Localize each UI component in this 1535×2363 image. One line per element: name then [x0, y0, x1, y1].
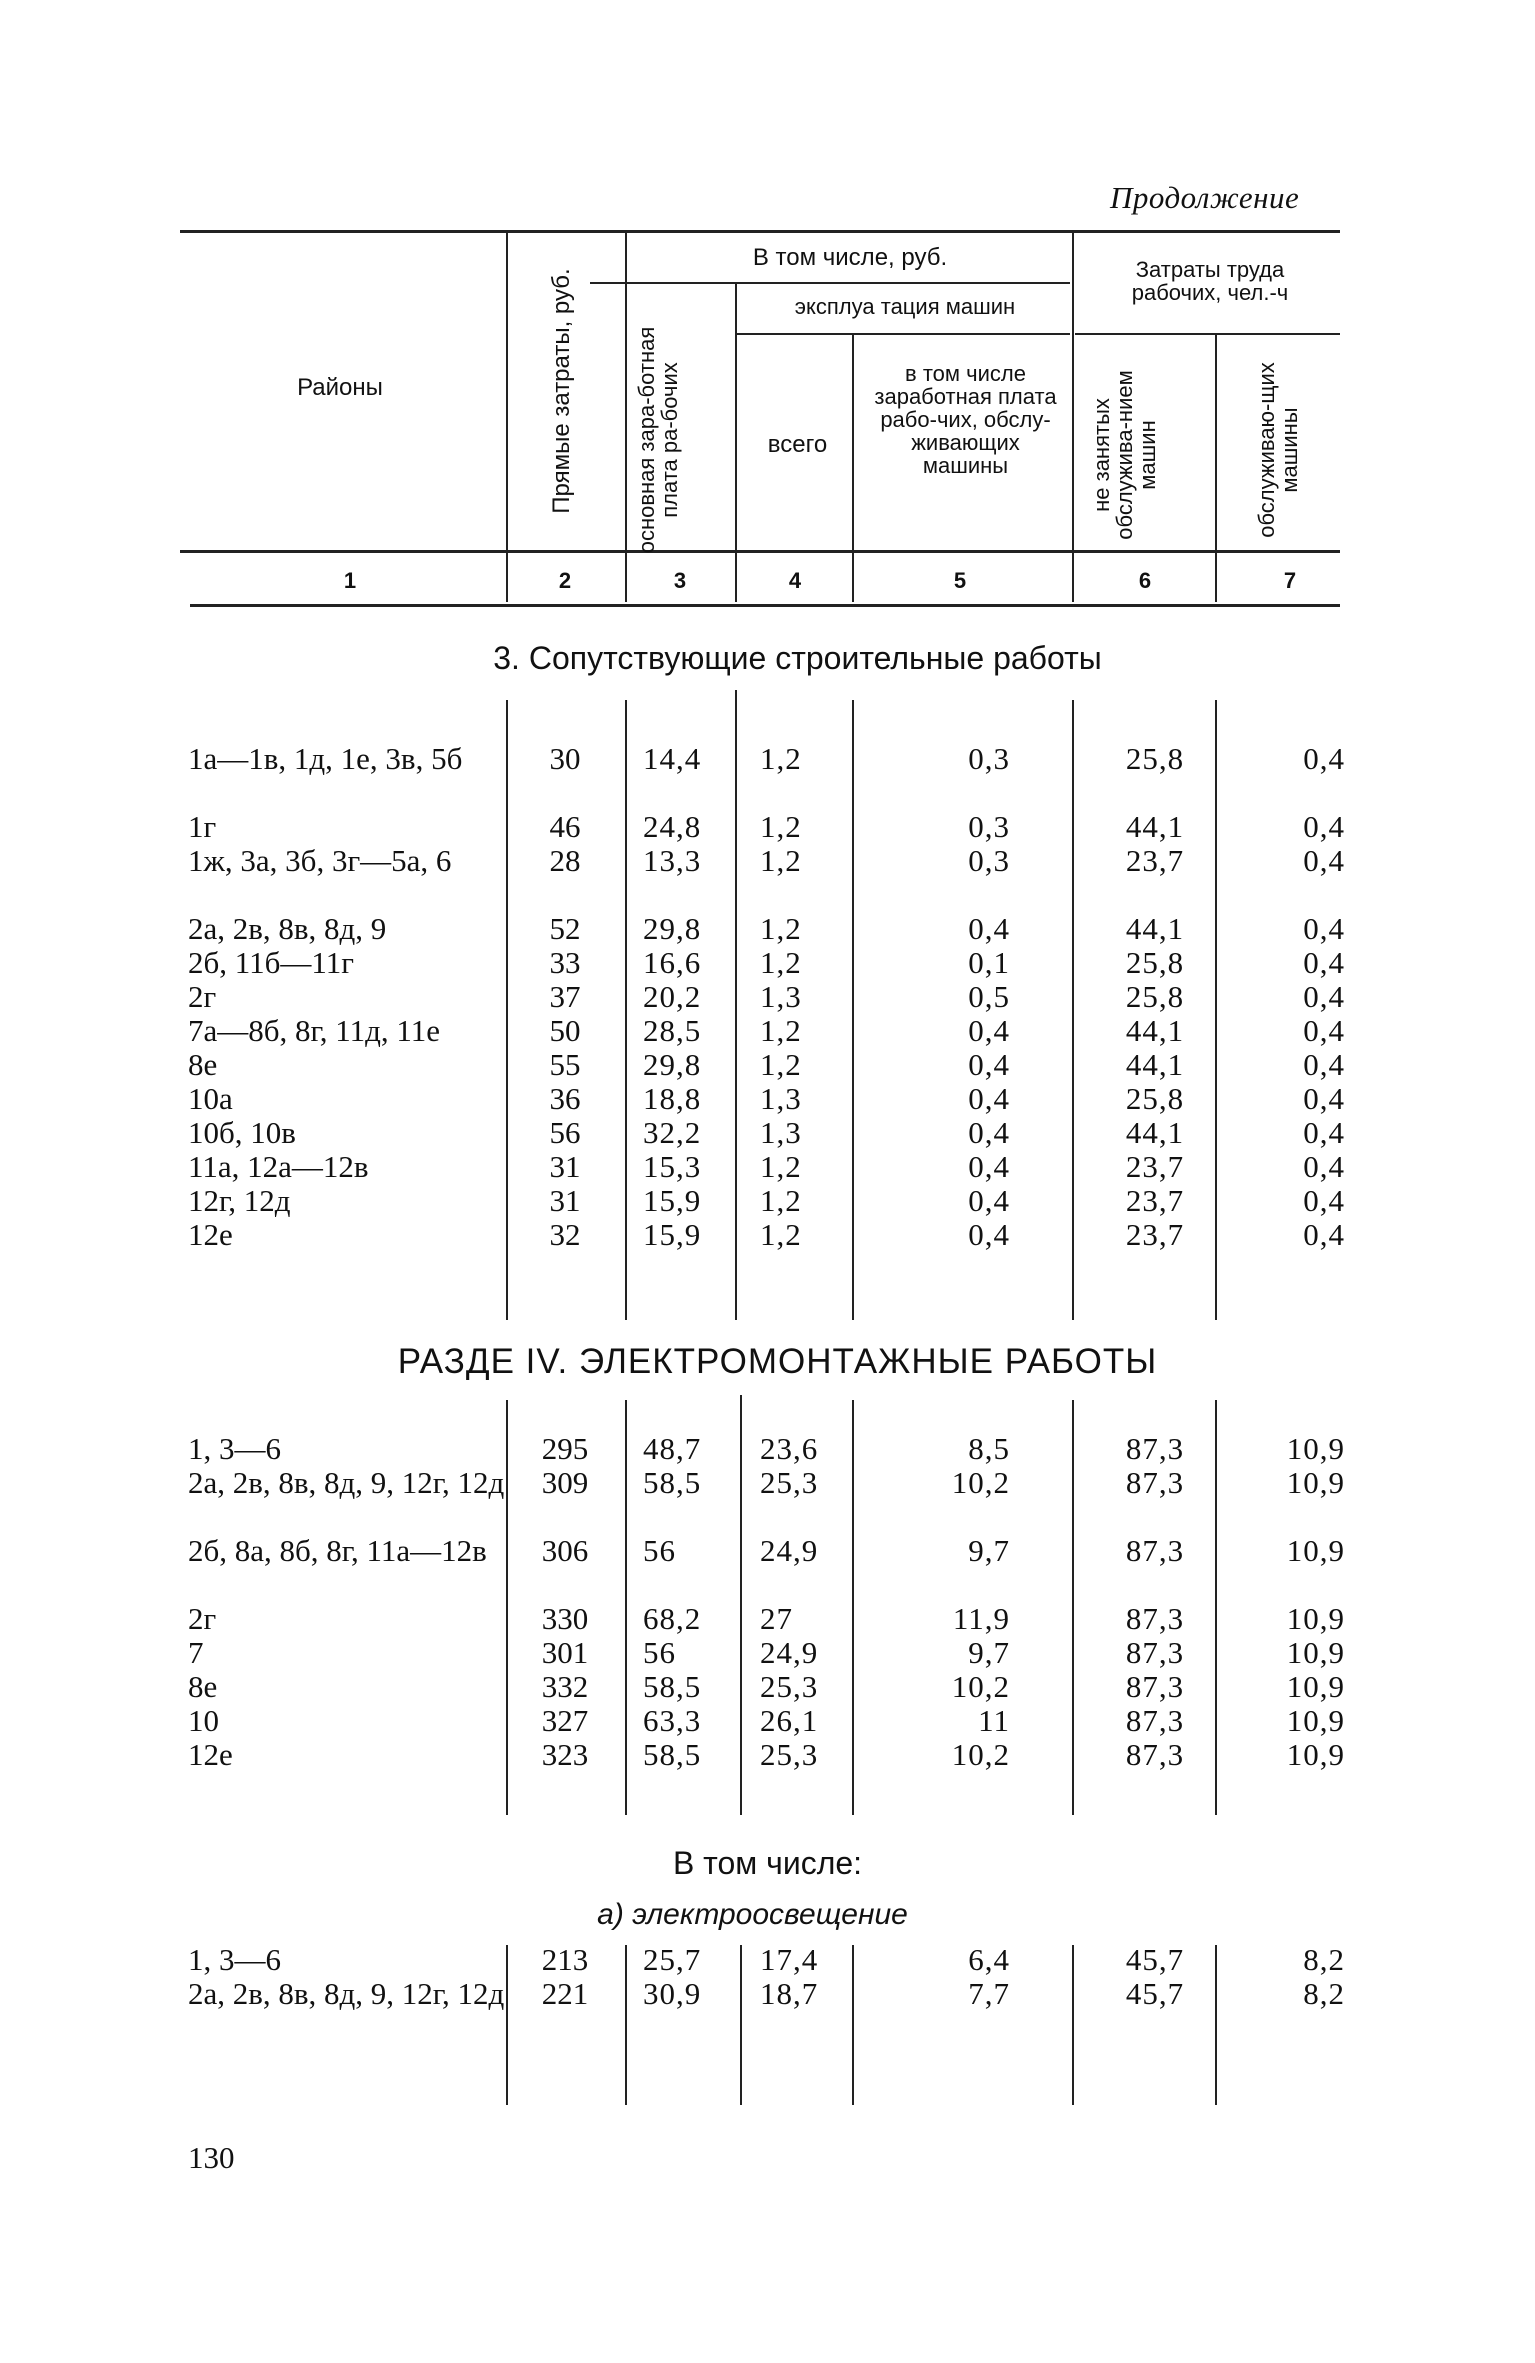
machine-total-cell: 1,3 — [760, 1081, 802, 1116]
colnum-6: 6 — [1138, 568, 1152, 593]
colnum-4: 4 — [788, 568, 802, 593]
labor-not-servicing-cell: 44,1 — [1125, 1047, 1185, 1082]
district-cell: 2а, 2в, 8в, 8д, 9 — [188, 911, 387, 946]
direct-costs-cell: 306 — [541, 1533, 589, 1568]
colnum-5: 5 — [953, 568, 967, 593]
machine-wages-cell: 10,2 — [951, 1465, 1010, 1500]
basic-wages-cell: 15,3 — [643, 1149, 702, 1184]
district-cell: 8е — [188, 1669, 218, 1704]
s4-vline-3 — [740, 1395, 742, 1815]
direct-costs-cell: 37 — [549, 979, 581, 1014]
labor-not-servicing-cell: 87,3 — [1125, 1601, 1185, 1636]
machine-total-cell: 25,3 — [760, 1465, 819, 1500]
labor-not-servicing-cell: 45,7 — [1125, 1976, 1185, 2011]
labor-not-servicing-cell: 87,3 — [1125, 1533, 1185, 1568]
district-cell: 2г — [188, 979, 217, 1014]
direct-costs-cell: 213 — [541, 1942, 589, 1977]
labor-servicing-cell: 10,9 — [1286, 1431, 1345, 1466]
machine-total-cell: 1,2 — [760, 1149, 802, 1184]
direct-costs-cell: 301 — [541, 1635, 589, 1670]
section4-title: РАЗДЕ IV. ЭЛЕКТРОМОНТАЖНЫЕ РАБОТЫ — [397, 1342, 1158, 1381]
labor-not-servicing-cell: 45,7 — [1125, 1942, 1185, 1977]
labor-servicing-cell: 8,2 — [1303, 1942, 1345, 1977]
basic-wages-cell: 14,4 — [643, 741, 702, 776]
machine-wages-cell: 0,3 — [968, 741, 1010, 776]
basic-wages-cell: 25,7 — [643, 1942, 702, 1977]
colnum-2: 2 — [558, 568, 572, 593]
district-cell: 12г, 12д — [188, 1183, 291, 1218]
header-vline-3 — [735, 282, 737, 602]
machine-wages-cell: 0,4 — [968, 1217, 1010, 1252]
labor-servicing-cell: 0,4 — [1303, 1183, 1345, 1218]
district-cell: 7а—8б, 8г, 11д, 11е — [188, 1013, 440, 1048]
machine-wages-cell: 0,4 — [968, 1013, 1010, 1048]
s3-vline-3 — [735, 690, 737, 1320]
direct-costs-cell: 28 — [549, 843, 581, 878]
labor-servicing-cell: 0,4 — [1303, 809, 1345, 844]
basic-wages-cell: 15,9 — [643, 1183, 702, 1218]
s3-vline-5 — [1072, 700, 1074, 1320]
machine-total-cell: 17,4 — [760, 1942, 819, 1977]
machine-total-cell: 1,3 — [760, 1115, 802, 1150]
labor-not-servicing-cell: 44,1 — [1125, 911, 1185, 946]
labor-servicing-cell: 0,4 — [1303, 979, 1345, 1014]
labor-servicing-cell: 8,2 — [1303, 1976, 1345, 2011]
labor-servicing-cell: 10,9 — [1286, 1465, 1345, 1500]
machine-total-cell: 1,2 — [760, 1183, 802, 1218]
labor-servicing-cell: 0,4 — [1303, 1149, 1345, 1184]
basic-wages-cell: 18,8 — [643, 1081, 702, 1116]
labor-servicing-cell: 10,9 — [1286, 1669, 1345, 1704]
district-cell: 10а — [188, 1081, 233, 1116]
direct-costs-cell: 50 — [549, 1013, 581, 1048]
labor-not-servicing-cell: 23,7 — [1125, 1217, 1185, 1252]
direct-costs-cell: 31 — [549, 1183, 581, 1218]
district-cell: 8е — [188, 1047, 218, 1082]
district-cell: 1ж, 3а, 3б, 3г—5а, 6 — [188, 843, 452, 878]
district-cell: 2б, 8а, 8б, 8г, 11а—12в — [188, 1533, 487, 1568]
basic-wages-cell: 58,5 — [643, 1669, 702, 1704]
sa-vline-5 — [1072, 1945, 1074, 2105]
basic-wages-cell: 48,7 — [643, 1431, 702, 1466]
basic-wages-cell: 13,3 — [643, 843, 702, 878]
direct-costs-cell: 309 — [541, 1465, 589, 1500]
district-cell: 12е — [188, 1737, 233, 1772]
basic-wages-cell: 56 — [643, 1533, 676, 1568]
direct-costs-cell: 332 — [541, 1669, 589, 1704]
machine-total-cell: 25,3 — [760, 1669, 819, 1704]
header-not-servicing: не занятых обслужива-нием машин — [1089, 370, 1161, 540]
machine-wages-cell: 0,4 — [968, 1149, 1010, 1184]
machine-wages-cell: 8,5 — [968, 1431, 1010, 1466]
district-cell: 2б, 11б—11г — [188, 945, 354, 980]
machine-total-cell: 24,9 — [760, 1533, 819, 1568]
page-number: 130 — [188, 2140, 235, 2175]
direct-costs-cell: 52 — [549, 911, 581, 946]
labor-servicing-cell: 0,4 — [1303, 741, 1345, 776]
direct-costs-cell: 55 — [549, 1047, 581, 1082]
labor-not-servicing-cell: 87,3 — [1125, 1635, 1185, 1670]
including-label: В том числе: — [672, 1845, 863, 1881]
basic-wages-cell: 29,8 — [643, 1047, 702, 1082]
basic-wages-cell: 20,2 — [643, 979, 702, 1014]
header-machine-operation: эксплуа тация машин — [794, 294, 1016, 319]
continuation-label: Продолжение — [1110, 180, 1300, 215]
machine-total-cell: 1,2 — [760, 911, 802, 946]
basic-wages-cell: 58,5 — [643, 1737, 702, 1772]
labor-not-servicing-cell: 44,1 — [1125, 809, 1185, 844]
machine-wages-cell: 10,2 — [951, 1737, 1010, 1772]
labor-servicing-cell: 10,9 — [1286, 1635, 1345, 1670]
basic-wages-cell: 24,8 — [643, 809, 702, 844]
subsection-a-title: а) электроосвещение — [597, 1898, 908, 1931]
direct-costs-cell: 46 — [549, 809, 581, 844]
machine-wages-cell: 0,4 — [968, 911, 1010, 946]
labor-servicing-cell: 0,4 — [1303, 945, 1345, 980]
labor-not-servicing-cell: 87,3 — [1125, 1431, 1185, 1466]
machine-wages-cell: 11,9 — [952, 1601, 1010, 1636]
machine-wages-cell: 0,4 — [968, 1115, 1010, 1150]
direct-costs-cell: 32 — [549, 1217, 581, 1252]
colnum-1: 1 — [343, 568, 357, 593]
labor-servicing-cell: 0,4 — [1303, 1081, 1345, 1116]
header-labor-costs: Затраты труда рабочих, чел.-ч — [1131, 257, 1289, 306]
labor-servicing-cell: 0,4 — [1303, 1217, 1345, 1252]
direct-costs-cell: 323 — [541, 1737, 589, 1772]
district-cell: 1а—1в, 1д, 1е, 3в, 5б — [188, 741, 463, 776]
district-cell: 1, 3—6 — [188, 1942, 281, 1977]
machine-wages-cell: 9,7 — [968, 1635, 1010, 1670]
sa-vline-2 — [625, 1945, 627, 2105]
machine-total-cell: 1,2 — [760, 1047, 802, 1082]
labor-not-servicing-cell: 25,8 — [1125, 979, 1185, 1014]
labor-not-servicing-cell: 87,3 — [1125, 1465, 1185, 1500]
labor-not-servicing-cell: 44,1 — [1125, 1115, 1185, 1150]
basic-wages-cell: 28,5 — [643, 1013, 702, 1048]
basic-wages-cell: 15,9 — [643, 1217, 702, 1252]
direct-costs-cell: 221 — [541, 1976, 589, 2011]
basic-wages-cell: 68,2 — [643, 1601, 702, 1636]
header-vline-5 — [1072, 232, 1074, 602]
direct-costs-cell: 295 — [541, 1431, 589, 1466]
header-direct-costs: Прямые затраты, руб. — [548, 268, 575, 514]
sa-vline-3 — [740, 1945, 742, 2105]
district-cell: 7 — [188, 1635, 204, 1670]
basic-wages-cell: 29,8 — [643, 911, 702, 946]
machine-wages-cell: 0,5 — [968, 979, 1010, 1014]
direct-costs-cell: 330 — [541, 1601, 589, 1636]
district-cell: 1г — [188, 809, 217, 844]
machine-wages-cell: 0,3 — [968, 843, 1010, 878]
machine-total-cell: 1,2 — [760, 741, 802, 776]
header-basic-wages: основная зара-ботная плата ра-бочих — [634, 326, 683, 554]
colnum-bottom-rule — [190, 604, 1340, 607]
machine-wages-cell: 0,3 — [968, 809, 1010, 844]
machine-wages-cell: 6,4 — [968, 1942, 1010, 1977]
machine-wages-cell: 0,4 — [968, 1183, 1010, 1218]
basic-wages-cell: 16,6 — [643, 945, 702, 980]
basic-wages-cell: 63,3 — [643, 1703, 702, 1738]
district-cell: 2г — [188, 1601, 217, 1636]
header-top-rule — [180, 230, 1340, 233]
machine-wages-cell: 11 — [978, 1703, 1010, 1738]
header-including-rub: В том числе, руб. — [752, 244, 948, 271]
direct-costs-cell: 36 — [549, 1081, 581, 1116]
district-cell: 11а, 12а—12в — [188, 1149, 369, 1184]
s3-vline-6 — [1215, 700, 1217, 1320]
district-cell: 2а, 2в, 8в, 8д, 9, 12г, 12д — [188, 1465, 505, 1500]
basic-wages-cell: 30,9 — [643, 1976, 702, 2011]
machine-wages-cell: 0,4 — [968, 1047, 1010, 1082]
machine-total-cell: 18,7 — [760, 1976, 819, 2011]
labor-not-servicing-cell: 25,8 — [1125, 1081, 1185, 1116]
basic-wages-cell: 56 — [643, 1635, 676, 1670]
header-including-wages: в том числе заработная плата рабо-чих, обслу-живающих машины — [874, 361, 1057, 479]
s4-vline-2 — [625, 1400, 627, 1815]
labor-not-servicing-cell: 23,7 — [1125, 1183, 1185, 1218]
labor-servicing-cell: 0,4 — [1303, 911, 1345, 946]
labor-servicing-cell: 0,4 — [1303, 1013, 1345, 1048]
header-vline-6 — [1215, 333, 1217, 602]
s4-vline-5 — [1072, 1400, 1074, 1815]
section3-title: 3. Сопутствующие строительные работы — [493, 640, 1102, 676]
district-cell: 12е — [188, 1217, 233, 1252]
labor-servicing-cell: 10,9 — [1286, 1703, 1345, 1738]
header-servicing: обслуживаю-щих машины — [1254, 362, 1303, 538]
machine-wages-cell: 0,1 — [968, 945, 1010, 980]
sa-vline-4 — [852, 1945, 854, 2105]
district-cell: 2а, 2в, 8в, 8д, 9, 12г, 12д — [188, 1976, 505, 2011]
labor-not-servicing-cell: 87,3 — [1125, 1703, 1185, 1738]
labor-servicing-cell: 0,4 — [1303, 1047, 1345, 1082]
machine-total-cell: 26,1 — [760, 1703, 819, 1738]
machine-wages-cell: 10,2 — [951, 1669, 1010, 1704]
machine-wages-cell: 0,4 — [968, 1081, 1010, 1116]
header-vline-2 — [625, 232, 627, 602]
machine-wages-cell: 7,7 — [968, 1976, 1010, 2011]
machine-total-cell: 1,3 — [760, 979, 802, 1014]
district-cell: 10б, 10в — [188, 1115, 296, 1150]
direct-costs-cell: 30 — [549, 741, 581, 776]
machine-total-cell: 24,9 — [760, 1635, 819, 1670]
s4-vline-6 — [1215, 1400, 1217, 1815]
colnum-7: 7 — [1283, 568, 1297, 593]
basic-wages-cell: 32,2 — [643, 1115, 702, 1150]
labor-not-servicing-cell: 23,7 — [1125, 843, 1185, 878]
district-cell: 1, 3—6 — [188, 1431, 281, 1466]
machine-total-cell: 23,6 — [760, 1431, 819, 1466]
header-vline-4 — [852, 333, 854, 602]
s3-vline-4 — [852, 700, 854, 1320]
direct-costs-cell: 33 — [549, 945, 581, 980]
labor-servicing-cell: 0,4 — [1303, 843, 1345, 878]
s4-vline-4 — [852, 1400, 854, 1815]
district-cell: 10 — [188, 1703, 219, 1738]
labor-servicing-cell: 10,9 — [1286, 1601, 1345, 1636]
machine-total-cell: 1,2 — [760, 945, 802, 980]
machine-total-cell: 1,2 — [760, 1217, 802, 1252]
labor-not-servicing-cell: 87,3 — [1125, 1737, 1185, 1772]
header-sub-rule-3 — [1075, 333, 1340, 335]
labor-not-servicing-cell: 25,8 — [1125, 741, 1185, 776]
header-vline-1 — [506, 232, 508, 602]
header-sub-rule-2 — [735, 333, 1070, 335]
basic-wages-cell: 58,5 — [643, 1465, 702, 1500]
machine-total-cell: 1,2 — [760, 1013, 802, 1048]
direct-costs-cell: 31 — [549, 1149, 581, 1184]
s3-vline-2 — [625, 700, 627, 1320]
labor-servicing-cell: 10,9 — [1286, 1737, 1345, 1772]
labor-not-servicing-cell: 44,1 — [1125, 1013, 1185, 1048]
sa-vline-6 — [1215, 1945, 1217, 2105]
header-districts: Районы — [297, 374, 383, 401]
colnum-3: 3 — [673, 568, 687, 593]
direct-costs-cell: 327 — [541, 1703, 589, 1738]
labor-servicing-cell: 0,4 — [1303, 1115, 1345, 1150]
machine-total-cell: 25,3 — [760, 1737, 819, 1772]
labor-not-servicing-cell: 23,7 — [1125, 1149, 1185, 1184]
machine-total-cell: 27 — [760, 1601, 793, 1636]
labor-not-servicing-cell: 25,8 — [1125, 945, 1185, 980]
header-total: всего — [767, 431, 828, 458]
machine-total-cell: 1,2 — [760, 843, 802, 878]
labor-servicing-cell: 10,9 — [1286, 1533, 1345, 1568]
header-sub-rule-1 — [590, 282, 1070, 284]
machine-wages-cell: 9,7 — [968, 1533, 1010, 1568]
labor-not-servicing-cell: 87,3 — [1125, 1669, 1185, 1704]
machine-total-cell: 1,2 — [760, 809, 802, 844]
direct-costs-cell: 56 — [549, 1115, 581, 1150]
